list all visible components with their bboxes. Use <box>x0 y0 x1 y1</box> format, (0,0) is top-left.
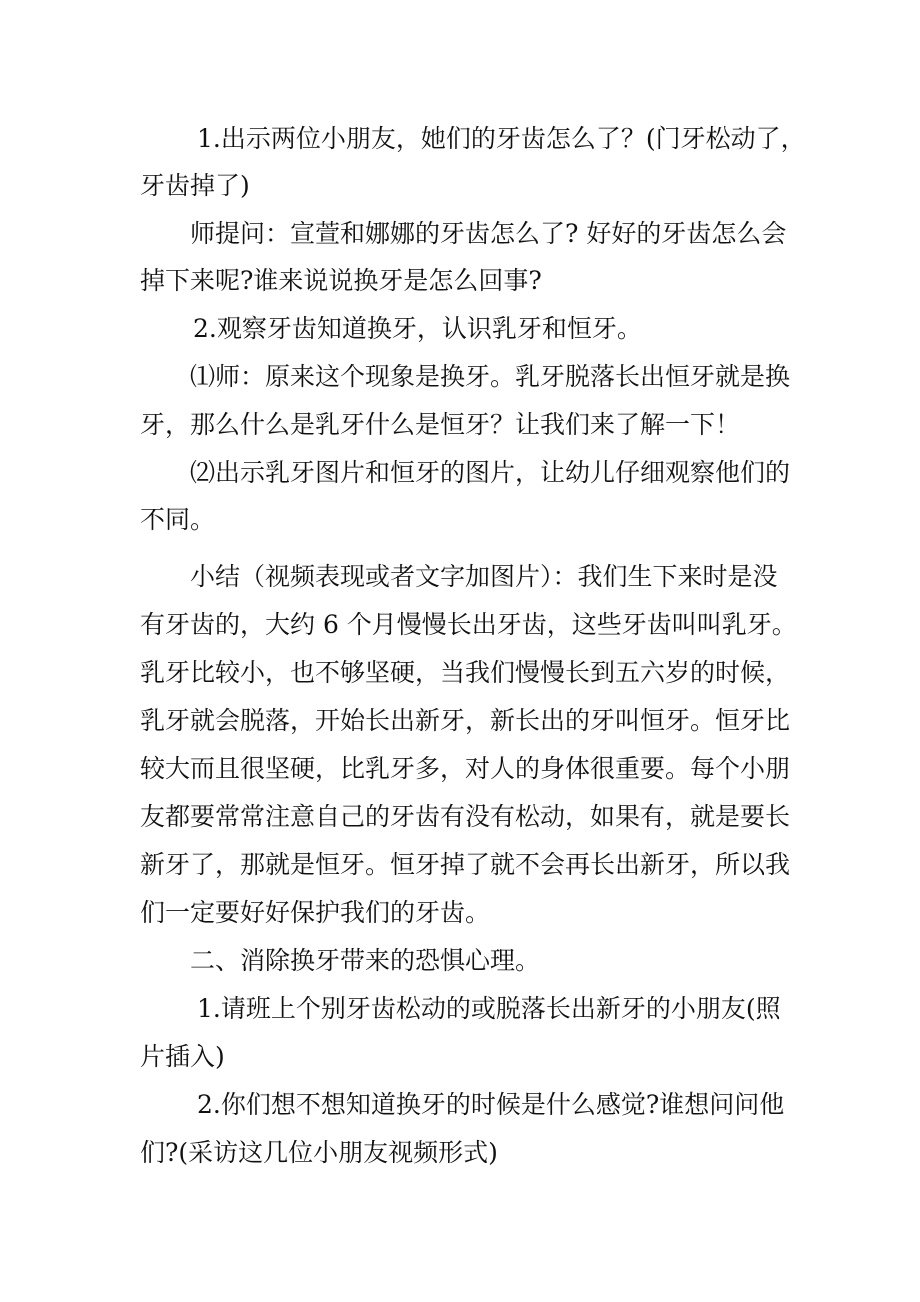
section-heading-2-text: 二、消除换牙带来的恐惧心理。 <box>190 946 541 975</box>
summary-line-2: 有牙齿的，大约 6 个月慢慢长出牙齿，这些牙齿叫叫乳牙。 <box>140 610 797 639</box>
summary-line-5: 较大而且很坚硬，比乳牙多，对人的身体很重要。每个小朋 <box>140 754 791 783</box>
paragraph-8-line-2: 片插入) <box>140 1042 225 1071</box>
paragraph-3-line-1: 2.观察牙齿知道换牙，认识乳牙和恒牙。 <box>193 314 642 343</box>
paragraph-2-line-1: 师提问：宣萱和娜娜的牙齿怎么了? 好好的牙齿怎么会 <box>190 219 787 248</box>
paragraph-1-line-2: 牙齿掉了) <box>140 171 250 200</box>
paragraph-2-line-2: 掉下来呢?谁来说说换牙是怎么回事? <box>140 266 542 295</box>
summary-line-8: 们一定要好好保护我们的牙齿。 <box>140 898 491 927</box>
summary-line-1: 小结（视频表现或者文字加图片）：我们生下来时是没 <box>190 562 778 591</box>
paragraph-4-line-2: 牙，那么什么是乳牙什么是恒牙？让我们来了解一下！ <box>140 410 741 439</box>
paragraph-4-line-1: ⑴师：原来这个现象是换牙。乳牙脱落长出恒牙就是换 <box>190 362 791 391</box>
paragraph-5-line-2: 不同。 <box>140 505 216 534</box>
paragraph-9-line-1: 2.你们想不想知道换牙的时候是什么感觉?谁想问问他 <box>197 1090 785 1119</box>
summary-line-6: 友都要常常注意自己的牙齿有没有松动，如果有，就是要长 <box>140 802 791 831</box>
summary-line-4: 乳牙就会脱落，开始长出新牙，新长出的牙叫恒牙。恒牙比 <box>140 706 791 735</box>
paragraph-8-line-1: 1.请班上个别牙齿松动的或脱落长出新牙的小朋友(照 <box>197 994 781 1023</box>
paragraph-9-line-2: 们?(采访这几位小朋友视频形式) <box>140 1138 498 1167</box>
summary-line-7: 新牙了，那就是恒牙。恒牙掉了就不会再长出新牙，所以我 <box>140 850 791 879</box>
summary-line-3: 乳牙比较小，也不够坚硬，当我们慢慢长到五六岁的时候， <box>140 658 791 687</box>
paragraph-5-line-1: ⑵出示乳牙图片和恒牙的图片，让幼儿仔细观察他们的 <box>190 458 791 487</box>
paragraph-1-line-1: 1.出示两位小朋友，她们的牙齿怎么了？(门牙松动了， <box>197 124 806 153</box>
